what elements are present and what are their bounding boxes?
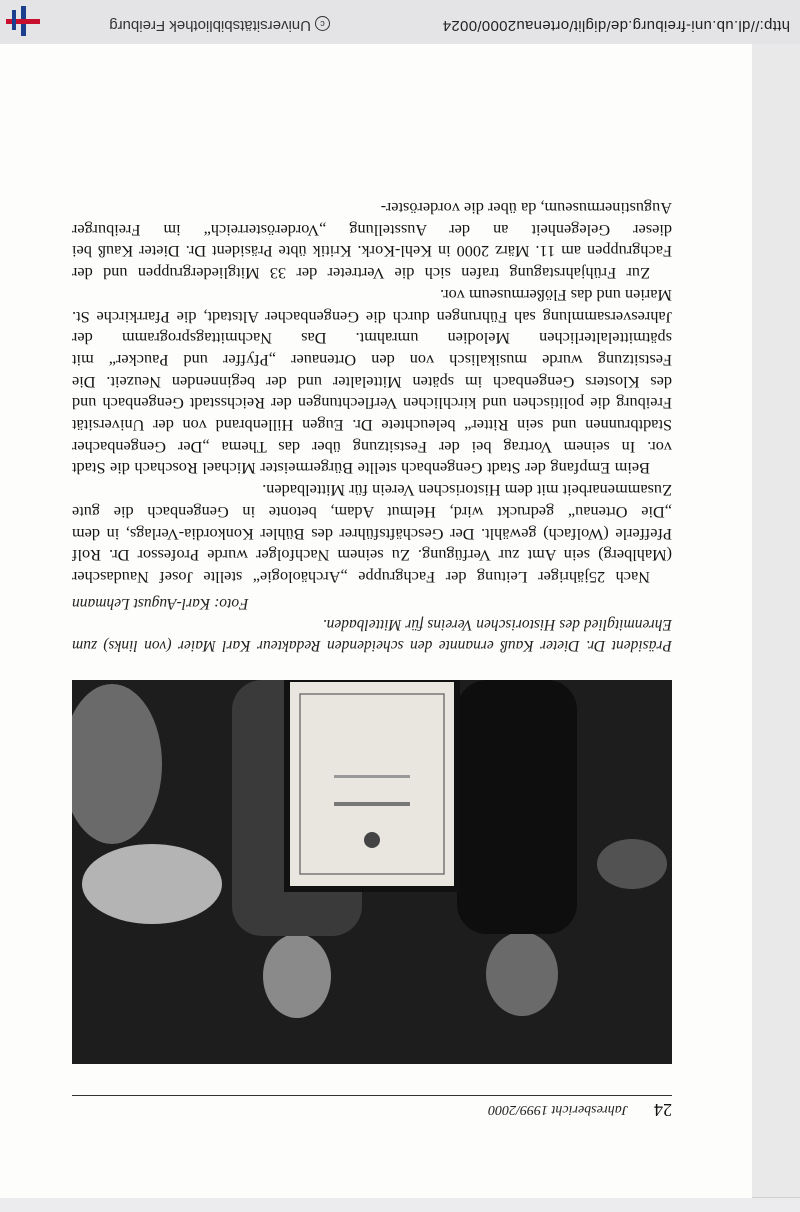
viewer-url-bar — [0, 0, 800, 44]
university-logo-icon-bottom — [2, 6, 42, 36]
body-text — [72, 197, 672, 588]
paragraph-2: Beim Empfang der Stadt Gengenbach stellte Bürgermeister Michael Roschach die Stadt vor. In seinem Vortrag bei der Festsitzung über das Thema „Der Gengenbacher Stadtbrunnen und sein Ritter“ beleuchtete Dr. Eugen Hillenbrand von der Universität Freiburg die politischen und kirchlichen Verflechtungen der Reichsstadt Gengenbach und des Klosters Gengenbach im späten Mittelalter und der beginnenden Neuzeit. Die Festsitzung wurde musikalisch von den Ortenauer „Pfyffer und Paucker“ mit spätmittelalterlichen Melodien umrahmt. Das Nachmittagsprogramm der Jahresversammlung sah Führungen durch die Gengenbacher Altstadt, die Pfarrkirche St. Marien und das Flößermuseum vor. — [72, 285, 672, 479]
viewer-top-bar — [0, 1197, 800, 1212]
paragraph-3: Zur Frühjahrstagung trafen sich die Vertreter der 33 Mitgliedergruppen und der Fachgruppen am 11. März 2000 in Kehl-Kork. Kritik übte Präsident Dr. Dieter Kauß bei dieser Gelegenheit an der Ausstellung „Vorderösterreich“ im Freiburger Augustinermuseum, da über die vorderöster- — [72, 199, 672, 284]
running-title: Jahresbericht 1999/2000 — [488, 1102, 628, 1117]
photo-caption — [72, 593, 672, 656]
photo-credit: Foto: Karl-August Lehmann — [72, 595, 249, 612]
copyright-text: Universitätsbibliothek Freiburg — [109, 17, 311, 34]
page-number: 24 — [654, 1100, 672, 1120]
page-header — [72, 1095, 672, 1120]
document-url[interactable]: http://dl.ub.uni-freiburg.de/diglit/ortenau2000/0024 — [442, 17, 790, 34]
caption-text: Präsident Dr. Dieter Kauß ernannte den scheidenden Redakteur Karl Maier (von links) zum Ehrenmitglied des Historischen Vereins für Mittelbaden. — [72, 616, 672, 654]
scanned-page — [0, 44, 752, 1198]
photo-illustration — [72, 680, 672, 1064]
photograph — [72, 680, 672, 1064]
paragraph-1: Nach 25jähriger Leitung der Fachgruppe „Archäologie“ stellte Josef Naudascher (Mahlberg) sein Amt zur Verfügung. Zu seinem Nachfolger wurde Professor Dr. Rolf Pfefferle (Wolfach) gewählt. Der Geschäftsführer des Bühler Konkordia-Verlags, in dem „Die Ortenau“ gedruckt wird, Helmut Adam, betonte in Gengenbach die gute Zusammenarbeit mit dem Historischen Verein für Mittelbaden. — [72, 481, 672, 587]
copyright-icon: c — [315, 16, 330, 31]
copyright-notice — [109, 16, 330, 34]
